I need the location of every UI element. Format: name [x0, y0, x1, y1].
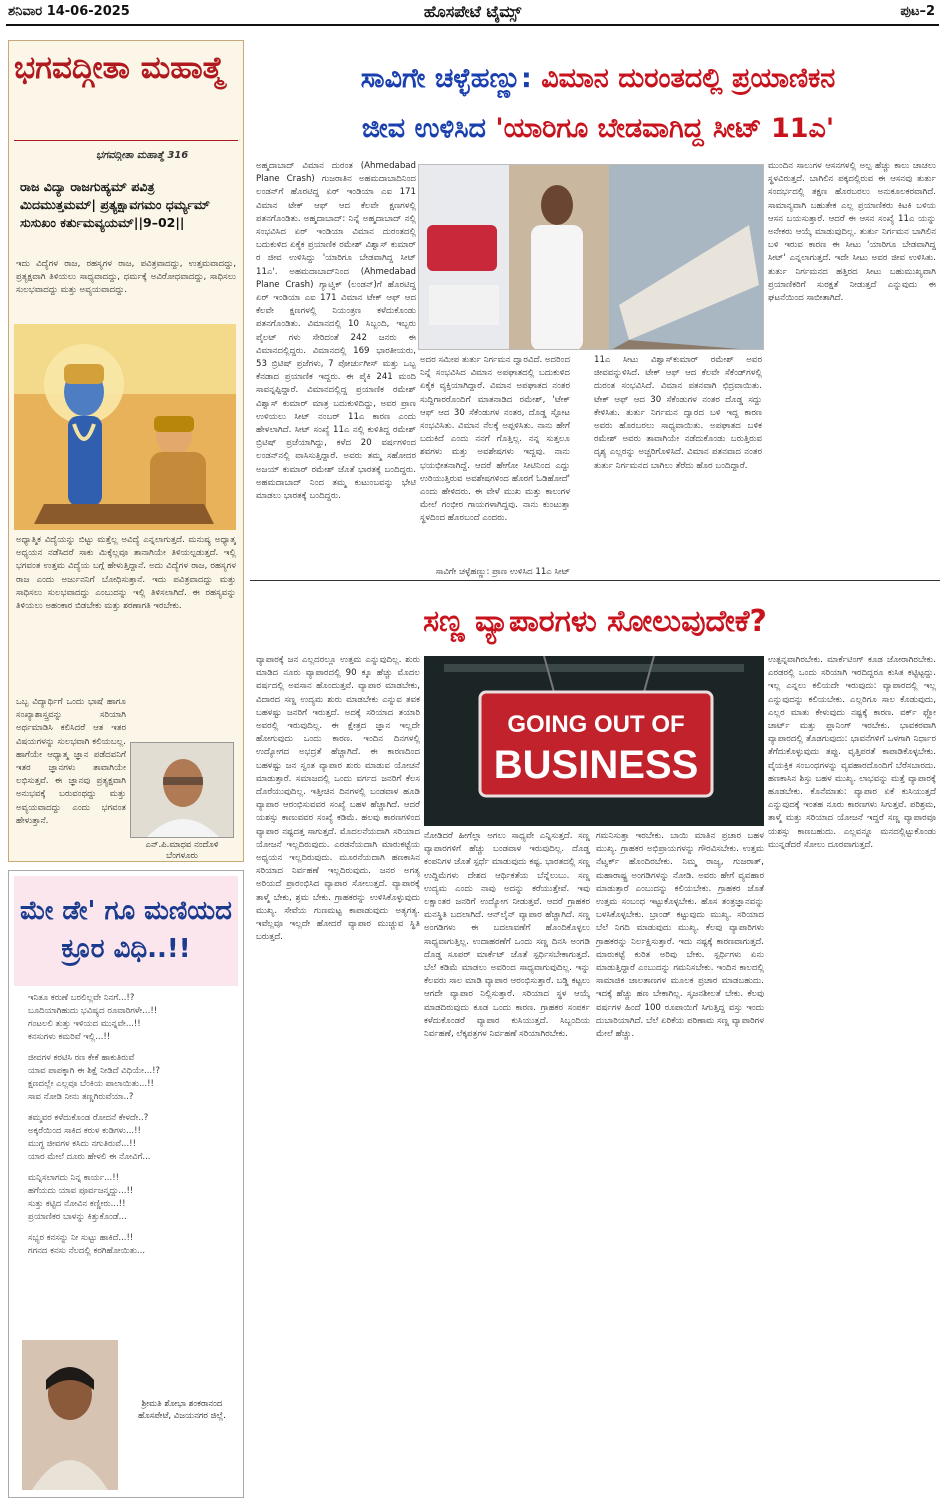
poem-line: ಗಗನದ ಕನಸು ನೆಲದಲ್ಲಿ ಕರಗಿಹೋಯಿತು... — [28, 1246, 146, 1256]
photo-caption: ಸಾವಿಗೇ ಚಳ್ಳೆಹಣ್ಣು: ಪ್ರಾಣ ಉಳಿಸಿದ 11ಎ ಸೀಟ್ — [435, 567, 570, 577]
issue-date: ಶನಿವಾರ 14-06-2025 — [8, 4, 130, 19]
gita-intro: ಇದು ವಿದ್ಯೆಗಳ ರಾಜ, ರಹಸ್ಯಗಳ ರಾಜ, ಪವಿತ್ರವಾದದ್ದು, ಉತ್ತಮವಾದದ್ದು, ಪ್ರತ್ಯಕ್ಷವಾಗಿ ತಿಳಿಯಲು ಸಾಧ್ಯವಾದದ್ದು, ಧರ್ಮಕ್ಕೆ ಅವಿರೋಧವಾದದ್ದು, ಸಾಧಿಸಲು ಸುಲಭವಾದದ್ದು ಮತ್ತು ಅವ್ಯಯವಾದದ್ದು. — [16, 259, 236, 296]
header-rule — [6, 24, 939, 26]
plane-crash-photo — [418, 164, 764, 350]
poem-line: ಮನ್ನಿಸಲಾಗದು ನಿನ್ನ ಕಾರ್ಯ...!! — [28, 1173, 120, 1183]
poem-line: ಬೂದಿಯಾಗಿಹುದು ಭವಿಷ್ಯದ ರೂವಾರಿಗಳೇ...!! — [28, 1006, 158, 1016]
poem-line: ಜೀವಗಳ ಕರಟಿಸಿ ರಣ ಕೇಕೆ ಹಾಕುತಿರುವೆ — [28, 1053, 135, 1063]
poem-line: ಗಂಟಲಲಿ ತುತ್ತು ಇಳಿಯದ ಮುನ್ನವೇ...!! — [28, 1019, 141, 1029]
poem-line: ಕ್ಷಣದಲ್ಲೇ ಎಲ್ಲವೂ ಬೆಂಕಿಯ ಪಾಲಾಯಿತು...!! — [28, 1079, 154, 1089]
gita-rule — [14, 140, 238, 141]
business-story-col-3: ಗಮನಿಸುತ್ತಾ ಇರಬೇಕು. ಬಾಯಿ ಮಾತಿನ ಪ್ರಚಾರ ಬಹಳ ಮುಖ್ಯ. ಗ್ರಾಹಕರ ಅಭಿಪ್ರಾಯಗಳನ್ನು ಗೌರವಿಸಬೇಕು. ಉತ್ತಮ ನೆಟ್ವರ್ಕ್ ಹೊಂದಿರಬೇಕು. ನಿಮ್ಮ ರಾಜ್ಯ, ಗುಜರಾತ್, ಮಹಾರಾಷ್ಟ್ರ ಅಂಗಡಿಗಳನ್ನು ನೋಡಿ. ಅವರು ಹೇಗೆ ವ್ಯವಹಾರ ಮಾಡುತ್ತಾರೆ ಎಂಬುದನ್ನು ಕಲಿಯಬೇಕು. ಗ್ರಾಹಕರ ಜೊತೆ ಉತ್ತಮ ಸಂಬಂಧ ಇಟ್ಟುಕೊಳ್ಳಬೇಕು. ಹೊಸ ತಂತ್ರಜ್ಞಾನವನ್ನು ಬಳಸಿಕೊಳ್ಳಬೇಕು. ಬ್ರಾಂಡ್ ಕಟ್ಟುವುದು ಮುಖ್ಯ. ಸರಿಯಾದ ಬೆಲೆ ನಿಗದಿ ಮಾಡುವುದು ಮುಖ್ಯ. ಕೆಲವು ವ್ಯಾಪಾರಿಗಳು ಗ್ರಾಹಕರನ್ನು ನಿರ್ಲಕ್ಷಿಸುತ್ತಾರೆ. ಇದು ನಷ್ಟಕ್ಕೆ ಕಾರಣವಾಗುತ್ತದೆ. ಮಾರುಕಟ್ಟೆ ಕುರಿತ ಅರಿವು ಬೇಕು. ಸ್ಪರ್ಧಿಗಳು ಏನು ಮಾಡುತ್ತಿದ್ದಾರೆ ಎಂಬುದನ್ನು ಗಮನಿಸಬೇಕು. ಇಂದಿನ ಕಾಲದಲ್ಲಿ ಸಾಮಾಜಿಕ ಜಾಲತಾಣಗಳ ಮೂಲಕ ಪ್ರಚಾರ ಮಾಡಬಹುದು. ಇದಕ್ಕೆ ಹೆಚ್ಚು ಹಣ ಬೇಕಾಗಿಲ್ಲ. ಸೃಜನಶೀಲತೆ ಬೇಕು. ಕೆಲವು ವರ್ಷಗಳ ಹಿಂದೆ 100 ರೂಪಾಯಿಗೆ ಸಿಗುತ್ತಿದ್ದ ವಸ್ತು ಇಂದು ದುಬಾರಿಯಾಗಿದೆ. ಬೆಲೆ ಏರಿಕೆಯ ಪರಿಣಾಮ ಸಣ್ಣ ವ್ಯಾಪಾರಿಗಳ ಮೇಲೆ ಹೆಚ್ಚು. — [596, 831, 764, 1040]
poem-line: ಸಾವ ನೋಡಿ ನೀನು ತಣ್ಣಗಿರುವೆಯಾ..? — [28, 1092, 134, 1102]
gita-title: ಭಗವದ್ಗೀತಾ ಮಹಾತ್ಮೆ — [14, 50, 225, 86]
sign-line-2: BUSINESS — [493, 743, 699, 787]
plane-story-headline — [260, 54, 936, 154]
business-story-col-4: ಉತ್ಪನ್ನವಾಗಿರಬೇಕು. ಮಾರ್ಕೆಟಿಂಗ್ ಕೂಡ ಜೋರಾಗಿರಬೇಕು. ಎರಡರಲ್ಲಿ ಒಂದು ಸರಿಯಾಗಿ ಇರದಿದ್ದರೂ ಕುಸಿತ ಕಟ್ಟಿಟ್ಟದ್ದು. ಇಲ್ಲ ಎನ್ನಲು ಕಲಿಯದೇ ಇರುವುದು: ವ್ಯಾಪಾರದಲ್ಲಿ ಇಲ್ಲ ಎನ್ನುವುದನ್ನು ಕಲಿಯಬೇಕು. ಎಲ್ಲರಿಗೂ ಸಾಲ ಕೊಡುವುದು, ಎಲ್ಲರ ಮಾತು ಕೇಳುವುದು ನಷ್ಟಕ್ಕೆ ಕಾರಣ. ವರ್ಕ್ ಫ್ಲೋ ಚಾರ್ಟ್ ಮತ್ತು ಪ್ಲಾನಿಂಗ್ ಇರಬೇಕು. ಭಾವಕರವಾಗಿ ವ್ಯಾಪಾರದಲ್ಲಿ ತೊಡಗುವುದು: ಭಾವನೆಗಳಿಗೆ ಒಳಗಾಗಿ ನಿರ್ಧಾರ ತೆಗೆದುಕೊಳ್ಳುವುದು ತಪ್ಪು. ವೃತ್ತಿಪರತೆ ಕಾಪಾಡಿಕೊಳ್ಳಬೇಕು. ವೈಯಕ್ತಿಕ ಸಂಬಂಧಗಳನ್ನು ವ್ಯವಹಾರದೊಂದಿಗೆ ಬೆರೆಸಬಾರದು. ಹಣಕಾಸಿನ ಶಿಸ್ತು ಬಹಳ ಮುಖ್ಯ. ಲಾಭವನ್ನು ಮತ್ತೆ ವ್ಯಾಪಾರಕ್ಕೆ ಹೂಡಬೇಕು. ಕೊನೆಮಾತು: ವ್ಯಾಪಾರ ಏಕೆ ಕುಸಿಯುತ್ತದೆ ಎನ್ನುವುದಕ್ಕೆ ಇಂತಹ ನೂರು ಕಾರಣಗಳು ಸಿಗುತ್ತವೆ. ಪರಿಶ್ರಮ, ತಾಳ್ಮೆ ಮತ್ತು ಸರಿಯಾದ ಯೋಜನೆ ಇದ್ದರೆ ಸಣ್ಣ ವ್ಯಾಪಾರವೂ ಯಶಸ್ಸು ಕಾಣಬಹುದು. ಎಲ್ಲವನ್ನೂ ಮನದಲ್ಲಿಟ್ಟುಕೊಂಡು ಮುನ್ನಡೆದರೆ ಸೋಲು ದೂರವಾಗುತ್ತದೆ. — [768, 655, 936, 850]
author-photo — [130, 742, 234, 838]
headline-part: ಜೀವ ಉಳಿಸಿದ — [361, 113, 496, 144]
poem-line: ಕನಸುಗಳು ಕಮರಿವೆ ಇಲ್ಲಿ...!! — [28, 1032, 111, 1042]
poem-line: ಮುಗ್ಧ ಜೀವಗಳ ಕಸಿದು ನಗುತಿರುವೆ...!! — [28, 1139, 136, 1149]
business-story-col-2: ನೋಡಿದರೆ ಹೀಗೆಲ್ಲಾ ಅಗಲು ಸಾಧ್ಯವೇ ಎನ್ನಿಸುತ್ತದೆ. ಸಣ್ಣ ವ್ಯಾಪಾರಗಳಿಗೆ ಹೆಚ್ಚು ಬಂಡವಾಳ ಇರುವುದಿಲ್ಲ. ದೊಡ್ಡ ಕಂಪನಿಗಳ ಜೊತೆ ಸ್ಪರ್ಧೆ ಮಾಡುವುದು ಕಷ್ಟ. ಭಾರತದಲ್ಲಿ ಸಣ್ಣ ಉದ್ದಿಮೆಗಳು ದೇಶದ ಆರ್ಥಿಕತೆಯ ಬೆನ್ನೆಲುಬು. ಸಣ್ಣ ಉದ್ಯಮ ಎಂದು ನಾವು ಅದನ್ನು ಕರೆಯುತ್ತೇವೆ. ಇವು ಲಕ್ಷಾಂತರ ಜನರಿಗೆ ಉದ್ಯೋಗ ನೀಡುತ್ತವೆ. ಆದರೆ ಗ್ರಾಹಕರ ಮನಸ್ಥಿತಿ ಬದಲಾಗಿದೆ. ಆನ್‌ಲೈನ್ ವ್ಯಾಪಾರ ಹೆಚ್ಚಾಗಿದೆ. ಸಣ್ಣ ಅಂಗಡಿಗಳು ಈ ಬದಲಾವಣೆಗೆ ಹೊಂದಿಕೊಳ್ಳಲು ಸಾಧ್ಯವಾಗುತ್ತಿಲ್ಲ. ಉದಾಹರಣೆಗೆ ಒಂದು ಸಣ್ಣ ದಿನಸಿ ಅಂಗಡಿ ದೊಡ್ಡ ಸೂಪರ್ ಮಾರ್ಕೆಟ್ ಜೊತೆ ಸ್ಪರ್ಧಿಸಬೇಕಾಗುತ್ತದೆ. ಬೆಲೆ ಕಡಿಮೆ ಮಾಡಲು ಅವರಿಂದ ಸಾಧ್ಯವಾಗುವುದಿಲ್ಲ. ಇನ್ನು ಕೆಲವರು ಸಾಲ ಮಾಡಿ ವ್ಯಾಪಾರ ಆರಂಭಿಸುತ್ತಾರೆ. ಬಡ್ಡಿ ಕಟ್ಟಲು ಆಗದೇ ವ್ಯಾಪಾರ ನಿಲ್ಲಿಸುತ್ತಾರೆ. ಸರಿಯಾದ ಸ್ಥಳ ಆಯ್ಕೆ ಮಾಡದಿರುವುದು ಕೂಡ ಒಂದು ಕಾರಣ. ಗ್ರಾಹಕರ ಸಂಪರ್ಕ ಕಳೆದುಕೊಂಡರೆ ವ್ಯಾಪಾರ ಕುಸಿಯುತ್ತದೆ. ಸಿಬ್ಬಂದಿಯ ನಿರ್ವಹಣೆ, ಲೆಕ್ಕಪತ್ರಗಳ ನಿರ್ವಹಣೆ ಸರಿಯಾಗಿರಬೇಕು. — [424, 831, 590, 1040]
headline-part: ವಿಮಾನ ದುರಂತದಲ್ಲಿ ಪ್ರಯಾಣಿಕನ — [541, 63, 836, 94]
plane-story-col-1: ಅಹ್ಮದಾಬಾದ್ ವಿಮಾನ ದುರಂತ (Ahmedabad Plane Crash) ಗುಜರಾತಿನ ಅಹಮದಾಬಾದಿನಿಂದ ಲಂಡನ್‌ಗೆ ಹೊರಟಿದ್ದ ಏರ್ ಇಂಡಿಯಾ ಎಐ 171 ವಿಮಾನ ಟೇಕ್ ಆಫ್ ಆದ ಕೆಲವೇ ಕ್ಷಣಗಳಲ್ಲಿ ಪತನಗೊಂಡಿತು. ಅಹ್ಮದಾಬಾದ್: ನಿನ್ನೆ ಅಹ್ಮದಾಬಾದ್ ನಲ್ಲಿ ಸಂಭವಿಸಿದ ಏರ್ ಇಂಡಿಯಾ ವಿಮಾನ ದುರಂತದಲ್ಲಿ ಬದುಕುಳಿದ ಏಕೈಕ ಪ್ರಯಾಣಿಕ ರಮೇಶ್ ವಿಶ್ವಾಸ್ ಕುಮಾರ್ ರ ಜೀವ ಉಳಿಸಿದ್ದು 'ಯಾರಿಗೂ ಬೇಡವಾಗಿದ್ದ ಸೀಟ್ 11ಎ'. ಅಹಮದಾಬಾದ್‌ನಿಂದ (Ahmedabad Plane Crash) ಗ್ಯಾಟ್ವಿಕ್ (ಲಂಡನ್)ಗೆ ಹೊರಟಿದ್ದ ಏರ್ ಇಂಡಿಯಾ ಎಐ 171 ವಿಮಾನ ಟೇಕ್ ಆಫ್ ಆದ ಕೆಲವೇ ಕ್ಷಣಗಳಲ್ಲಿ ನಿಯಂತ್ರಣ ಕಳೆದುಕೊಂಡು ಪತನಗೊಂಡಿತು. ವಿಮಾನದಲ್ಲಿ 10 ಸಿಬ್ಬಂದಿ, ಇಬ್ಬರು ಪೈಲಟ್ ಗಳು ಸೇರಿದಂತೆ 242 ಜನರು ಈ ವಿಮಾನದಲ್ಲಿದ್ದರು. ವಿಮಾನದಲ್ಲಿ 169 ಭಾರತೀಯರು, 53 ಬ್ರಿಟಿಷ್ ಪ್ರಜೆಗಳು, 7 ಪೋರ್ಚುಗೀಸ್ ಮತ್ತು ಒಬ್ಬ ಕೆನಡಾದ ಪ್ರಯಾಣಿಕ ಇದ್ದರು. ಈ ಪೈಕಿ 241 ಮಂದಿ ಸಾವನ್ನಪ್ಪಿದ್ದಾರೆ. ವಿಮಾನದಲ್ಲಿದ್ದ ಪ್ರಯಾಣಿಕ ರಮೇಶ್ ವಿಶ್ವಾಸ್ ಕುಮಾರ್ ಮಾತ್ರ ಬದುಕುಳಿದಿದ್ದು, ಅವರ ಪ್ರಾಣ ಉಳಿಯಲು ಸೀಟ್ ನಂಬರ್ 11ಎ ಕಾರಣ ಎಂದು ಹೇಳಲಾಗಿದೆ. ಸೀಟ್ ಸಂಖ್ಯೆ 11ಎ ನಲ್ಲಿ ಕುಳಿತಿದ್ದ ರಮೇಶ್ ಬ್ರಿಟಿಷ್ ಪ್ರಜೆಯಾಗಿದ್ದು, ಕಳೆದ 20 ವರ್ಷಗಳಿಂದ ಲಂಡನ್‌ನಲ್ಲಿ ವಾಸಿಸುತ್ತಿದ್ದಾರೆ. ಅವರು ತಮ್ಮ ಸಹೋದರ ಅಜಯ್ ಕುಮಾರ್ ರಮೇಶ್ ಜೊತೆ ಭಾರತಕ್ಕೆ ಬಂದಿದ್ದರು. ಅಹಮದಾಬಾದ್ ನಿಂದ ತಮ್ಮ ಕುಟುಂಬವನ್ನು ಭೇಟಿ ಮಾಡಲು ಭಾರತಕ್ಕೆ ಬಂದಿದ್ದರು. — [256, 161, 416, 502]
gita-para-1: ಅಧ್ಯಾತ್ಮಿಕ ವಿದ್ಯೆಯನ್ನು ಬಿಟ್ಟು ಮತ್ತೆಲ್ಲ ಅವಿದ್ಯೆ ಎನ್ನಲಾಗುತ್ತದೆ. ಮನುಷ್ಯ ಅಧ್ಯಾತ್ಮ ಅಧ್ಯಯನ ನಡೆಸಿದರೆ ಸಾಕು ಮಿಕ್ಕೆಲ್ಲವೂ ತಾನಾಗಿಯೇ ತಿಳಿಯಲ್ಪಡುತ್ತದೆ. ಇಲ್ಲಿ ಭಗವಂತ ಉತ್ತಮ ವಿದ್ಯೆಯ ಬಗ್ಗೆ ಹೇಳುತ್ತಿದ್ದಾನೆ. ಅದು ವಿದ್ಯೆಗಳ ರಾಜ, ರಹಸ್ಯಗಳ ರಾಜ ಎಂದು ಅರ್ಜುನನಿಗೆ ಬೋಧಿಸುತ್ತಾನೆ. ಇದು ಪವಿತ್ರವಾದದ್ದು ಮತ್ತು ಸಾಧಿಸಲು ಸುಲಭವಾದದ್ದು ಎಂಬುದನ್ನು ಇಲ್ಲಿ ತಿಳಿಸಲಾಗಿದೆ. ಈ ರಹಸ್ಯವನ್ನು ತಿಳಿಯಲು ಅಹಂಕಾರ ಬಿಡಬೇಕು ಮತ್ತು ಶರಣಾಗತಿ ಇರಬೇಕು. — [16, 535, 236, 612]
business-story-col-1: ವ್ಯಾಪಾರಕ್ಕೆ ಜನ ಎಲ್ಲದರಲ್ಲೂ ಉತ್ತಮ ಎನ್ನುವುದಿಲ್ಲ. ಶುರು ಮಾಡಿದ ನೂರು ವ್ಯಾಪಾರದಲ್ಲಿ 90 ಕ್ಕೂ ಹೆಚ್ಚು ಮೊದಲ ವರ್ಷದಲ್ಲಿ ಅವಸಾನ ಹೊಂದುತ್ತವೆ. ವ್ಯಾಪಾರ ಮಾಡಬೇಕು, ವಿದಾರದ ಸಣ್ಣ ಉದ್ಯಮ ಶುರು ಮಾಡಬೇಕು ಎನ್ನುವ ತವಕ ಬಹಳಷ್ಟು ಜನರಿಗೆ ಇರುತ್ತದೆ. ಅದಕ್ಕೆ ಸರಿಯಾದ ತಯಾರಿ ಅವರಲ್ಲಿ ಇರುವುದಿಲ್ಲ. ಈ ಕ್ಷೇತ್ರದ ಜ್ಞಾನ ಇಲ್ಲದೇ ಹೋಗುವುದು ಒಂದು ಕಾರಣ. ಇಂದಿನ ದಿನಗಳಲ್ಲಿ ಉದ್ಯೋಗದ ಅಭದ್ರತೆ ಹೆಚ್ಚಾಗಿದೆ. ಈ ಕಾರಣದಿಂದ ಬಹಳಷ್ಟು ಜನ ಸ್ವಂತ ವ್ಯಾಪಾರ ಶುರು ಮಾಡುವ ಯೋಚನೆ ಮಾಡುತ್ತಾರೆ. ಸಮಾಜದಲ್ಲಿ ಒಂದು ವರ್ಗದ ಜನರಿಗೆ ಕೆಲಸ ದೊರೆಯುವುದಿಲ್ಲ. ಇತ್ತೀಚಿನ ದಿನಗಳಲ್ಲಿ ಬಂಡವಾಳ ಹೂಡಿ ವ್ಯಾಪಾರ ಆರಂಭಿಸುವವರ ಸಂಖ್ಯೆ ಬಹಳ ಹೆಚ್ಚಾಗಿದೆ. ಆದರೆ ಯಶಸ್ಸು ಕಾಣುವವರ ಸಂಖ್ಯೆ ಕಡಿಮೆ. ಹಲವು ಕಾರಣಗಳಿಂದ ವ್ಯಾಪಾರ ನಷ್ಟದತ್ತ ಸಾಗುತ್ತದೆ. ಮೊದಲನೆಯದಾಗಿ ಸರಿಯಾದ ಯೋಜನೆ ಇಲ್ಲದಿರುವುದು. ಎರಡನೆಯದಾಗಿ ಮಾರುಕಟ್ಟೆಯ ಅಧ್ಯಯನ ಇಲ್ಲದಿರುವುದು. ಮೂರನೆಯದಾಗಿ ಹಣಕಾಸಿನ ಸರಿಯಾದ ನಿರ್ವಹಣೆ ಇಲ್ಲದಿರುವುದು. ಜನರ ಅಗತ್ಯ ಅರಿಯದೆ ಪ್ರಾರಂಭಿಸಿದ ವ್ಯಾಪಾರ ಸೋಲುತ್ತದೆ. ವ್ಯಾಪಾರಕ್ಕೆ ತಾಳ್ಮೆ ಬೇಕು, ಶ್ರಮ ಬೇಕು. ಗ್ರಾಹಕರನ್ನು ಉಳಿಸಿಕೊಳ್ಳುವುದು ಮುಖ್ಯ. ಸೇವೆಯ ಗುಣಮಟ್ಟ ಕಾಪಾಡುವುದು ಅತ್ಯಗತ್ಯ. ಇವೆಲ್ಲವೂ ಇಲ್ಲದೇ ಹೋದರೆ ವ್ಯಾಪಾರ ಮುಚ್ಚುವ ಸ್ಥಿತಿ ಬರುತ್ತದೆ. — [256, 655, 420, 943]
gita-subtitle: ಭಗವದ್ಗೀತಾ ಮಹಾತ್ಮೆ 316 — [96, 150, 189, 161]
poem-line: ಅಕ್ಕರೆಯಿಂದ ಸಾಕಿದ ಕರುಳ ಕುಡಿಗಳು...!! — [28, 1126, 141, 1136]
poet-photo — [22, 1340, 118, 1490]
masthead: ಹೊಸಪೇಟೆ ಟೈಮ್ಸ್ — [423, 2, 522, 21]
may-day-title: ಮೇ ಡೇ' ಗೂ ಮಣಿಯದ ಕ್ರೂರ ವಿಧಿ..!! — [20, 896, 232, 964]
poem-line: ಹಗೆಯದು ಯಾವ ಪೂರ್ವಜನ್ಮದ್ದು...!! — [28, 1186, 134, 1196]
krishna-arjuna-illustration — [14, 324, 236, 530]
section-divider — [250, 580, 940, 581]
poem-line: ಸುತ್ತು ಕಟ್ಟಿದ ನೋವಿನ ಕಣ್ಣೀರು...!! — [28, 1199, 126, 1209]
poem-line: ತಮ್ಮವರ ಕಳೆದುಕೊಂಡ ರೋದನೆ ಕೇಳದೇ..? — [28, 1113, 149, 1123]
business-story-headline: ಸಣ್ಣ ವ್ಯಾಪಾರಗಳು ಸೋಲುವುದೇಕೆ? — [423, 604, 767, 639]
may-day-poem — [28, 992, 236, 1258]
poem-line: ಸಭ್ಯರ ಕನಸನ್ನು ನೀ ಸುಟ್ಟು ಹಾಕಿದೆ...!! — [28, 1233, 134, 1243]
poem-line: ಪ್ರಯಾಣಿಕರ ಬಾಳನ್ನು ಕಿತ್ತುಕೊಂಡೆ... — [28, 1212, 127, 1222]
sign-line-1: GOING OUT OF — [507, 711, 685, 738]
plane-story-col-3: 11ಎ ಸೀಟು ವಿಶ್ವಾಸ್‌ಕುಮಾರ್ ರಮೇಶ್ ಅವರ ಜೀವವನ್ನುಳಿಸಿದೆ. ಟೇಕ್ ಆಫ್ ಆದ ಕೆಲವೇ ಸೆಕೆಂಡ್‌ಗಳಲ್ಲಿ ದುರಂತ ಸಂಭವಿಸಿದೆ. ವಿಮಾನ ಪತನವಾಗಿ ಛಿದ್ರವಾಯಿತು. ಟೇಕ್ ಆಫ್ ಆದ 30 ಸೆಕೆಂಡುಗಳ ನಂತರ ದೊಡ್ಡ ಸದ್ದು ಕೇಳಿಸಿತು. ತುರ್ತು ನಿರ್ಗಮನ ದ್ವಾರದ ಬಳಿ ಇದ್ದ ಕಾರಣ ಅವರು ಹೊರಬರಲು ಸಾಧ್ಯವಾಯಿತು. ಅಪಘಾತದ ಬಳಿಕ ರಮೇಶ್ ಅವರು ತಾವಾಗಿಯೇ ನಡೆದುಕೊಂಡು ಬರುತ್ತಿರುವ ದೃಶ್ಯ ಎಲ್ಲರನ್ನು ಅಚ್ಚರಿಗೊಳಿಸಿದೆ. ವಿಮಾನ ಪತನವಾದ ನಂತರ ತುರ್ತು ನಿರ್ಗಮನದ ಬಾಗಿಲು ತೆರೆದು ಹೊರ ಬಂದಿದ್ದಾರೆ. — [594, 355, 762, 471]
headline-part: ಸಾವಿಗೇ ಚಳ್ಳೆಹಣ್ಣು: — [360, 63, 542, 94]
poem-line: ಯಾವ ಪಾಪಕ್ಕಾಗಿ ಈ ಶಿಕ್ಷೆ ನೀಡಿದೆ ವಿಧಿಯೇ...!? — [28, 1066, 161, 1076]
plane-story-col-4: ಮುಂದಿನ ಸಾಲುಗಳ ಆಸನಗಳಲ್ಲಿ ಅಲ್ಪ ಹೆಚ್ಚು ಕಾಲು ಚಾಚಲು ಸ್ಥಳವಿರುತ್ತದೆ. ಬಾಗಿಲಿನ ಪಕ್ಕದಲ್ಲಿರುವ ಈ ಆಸನವು ತುರ್ತು ಸಂದರ್ಭದಲ್ಲಿ ತಕ್ಷಣ ಹೊರಬರಲು ಅನುಕೂಲಕರವಾಗಿದೆ. ಸಾಮಾನ್ಯವಾಗಿ ಬಹುತೇಕ ಎಲ್ಲ ಪ್ರಯಾಣಿಕರು ಕಿಟಕಿ ಬಳಿಯ ಆಸನ ಬಯಸುತ್ತಾರೆ. ಆದರೆ ಈ ಆಸನ ಸಂಖ್ಯೆ 11ಎ ಯನ್ನು ಅನೇಕರು ಆಯ್ಕೆ ಮಾಡುವುದಿಲ್ಲ. ತುರ್ತು ನಿರ್ಗಮನ ಬಾಗಿಲಿನ ಬಳಿ ಇರುವ ಕಾರಣ ಈ ಸೀಟು 'ಯಾರಿಗೂ ಬೇಡವಾಗಿದ್ದ ಸೀಟ್' ಎನ್ನಲಾಗುತ್ತದೆ. ಇದೇ ಸೀಟು ಅವರ ಜೀವ ಉಳಿಸಿತು. ತುರ್ತು ನಿರ್ಗಮನದ ಹತ್ತಿರದ ಸೀಟು ಬಹುಮುಖ್ಯವಾಗಿ ಪ್ರಯಾಣಿಕರಿಗೆ ಸುರಕ್ಷತೆ ನೀಡುತ್ತದೆ ಎನ್ನುವುದು ಈ ಘಟನೆಯಿಂದ ಸಾಬೀತಾಗಿದೆ. — [768, 161, 936, 304]
gita-verse: ರಾಜ ವಿದ್ಯಾ ರಾಜಗುಹ್ಯಮ್ ಪವಿತ್ರ ಮಿದಮುತ್ತಮಮ್| ಪ್ರತ್ಯಕ್ಷಾವಗಮಂ ಧರ್ಮ್ಯಮ್ ಸುಸುಖಂ ಕರ್ತುಮವ್ಯಯಮ್||9–02|| — [20, 179, 210, 230]
gita-para-2: ಒಬ್ಬ ವಿದ್ಯಾರ್ಥಿಗೆ ಒಂದು ಭಾಷೆ ಹಾಗೂ ಸಂಖ್ಯಾಶಾಸ್ತ್ರವನ್ನು ಸರಿಯಾಗಿ ಅರ್ಥಮಾಡಿಸಿ ಕಲಿಸಿದರೆ ಆತ ಇತರ ವಿಷಯಗಳನ್ನು ಸುಲಭವಾಗಿ ಕಲಿಯಬಲ್ಲ. ಹಾಗೆಯೇ ಆಧ್ಯಾತ್ಮ ಜ್ಞಾನ ಪಡೆದವನಿಗೆ ಇತರ ಜ್ಞಾನಗಳು ತಾವಾಗಿಯೇ ಲಭಿಸುತ್ತವೆ. ಈ ಜ್ಞಾನವು ಪ್ರತ್ಯಕ್ಷವಾಗಿ ಅನುಭವಕ್ಕೆ ಬರುವಂಥದ್ದು ಮತ್ತು ಅವ್ಯಯವಾದದ್ದು ಎಂದು ಭಗವಂತ ಹೇಳುತ್ತಾನೆ. — [16, 697, 126, 826]
poem-line: ಇನಿತೂ ಕರುಣೆ ಬರಲಿಲ್ಲವೇ ನಿನಗೆ...!? — [28, 993, 135, 1003]
headline-part: 'ಯಾರಿಗೂ ಬೇಡವಾಗಿದ್ದ ಸೀಟ್ 11ಎ' — [495, 113, 835, 144]
page-number: ಪುಟ–2 — [900, 4, 935, 19]
poet-credit: ಶ್ರೀಮತಿ ಶೋಭಾ ಶಂಕರಾನಂದ ಹೊಸಪೇಟೆ, ವಿಜಯನಗರ ಜಿಲ್ಲೆ. — [138, 1399, 226, 1421]
plane-story-col-2: ಅದರ ಸಮೀಪ ತುರ್ತು ನಿರ್ಗಮನ ದ್ವಾರವಿದೆ. ಅದರಿಂದ ನಿನ್ನೆ ಸಂಭವಿಸಿದ ವಿಮಾನ ಅಪಘಾತದಲ್ಲಿ ಬದುಕುಳಿದ ಏಕೈಕ ವ್ಯಕ್ತಿಯಾಗಿದ್ದಾರೆ. ವಿಮಾನ ಅಪಘಾತದ ನಂತರ ಸುದ್ದಿಗಾರರೊಂದಿಗೆ ಮಾತನಾಡಿದ ರಮೇಶ್, 'ಟೇಕ್ ಆಫ್ ಆದ 30 ಸೆಕೆಂಡುಗಳ ನಂತರ, ದೊಡ್ಡ ಸ್ಫೋಟ ಸಂಭವಿಸಿತು. ವಿಮಾನ ನೆಲಕ್ಕೆ ಅಪ್ಪಳಿಸಿತು. ನಾನು ಹೇಗೆ ಬದುಕಿದೆ ಎಂದು ನನಗೆ ಗೊತ್ತಿಲ್ಲ. ನನ್ನ ಸುತ್ತಲೂ ಶವಗಳು ಮತ್ತು ಅವಶೇಷಗಳು ಇದ್ದವು. ನಾನು ಭಯಭೀತನಾಗಿದ್ದೆ. ಆದರೆ ಹೇಗೋ ಸೀಟಿನಿಂದ ಎದ್ದು ಉರಿಯುತ್ತಿರುವ ಅವಶೇಷಗಳಿಂದ ಹೊರಗೆ ಓಡಿಹೋದೆ' ಎಂದು ಹೇಳಿದರು. ಈ ವೇಳೆ ಮುಖ ಮತ್ತು ಕಾಲುಗಳ ಮೇಲೆ ಗಂಭೀರ ಗಾಯಗಳಾಗಿದ್ದವು. ನಾನು ಕುಂಟುತ್ತಾ ಸ್ಥಳದಿಂದ ಹೊರಬಂದೆ ಎಂದರು. — [420, 355, 570, 524]
poem-line: ಯಾರ ಮೇಲೆ ದೂರು ಹೇಳಲಿ ಈ ನೋವಿಗೆ... — [28, 1152, 151, 1162]
gita-author: ಎನ್.ಪಿ.ಮಾಧವ ನಂದೊಳಿ ಬೆಂಗಳೂರು — [145, 840, 219, 861]
going-out-of-business-photo — [424, 656, 764, 826]
